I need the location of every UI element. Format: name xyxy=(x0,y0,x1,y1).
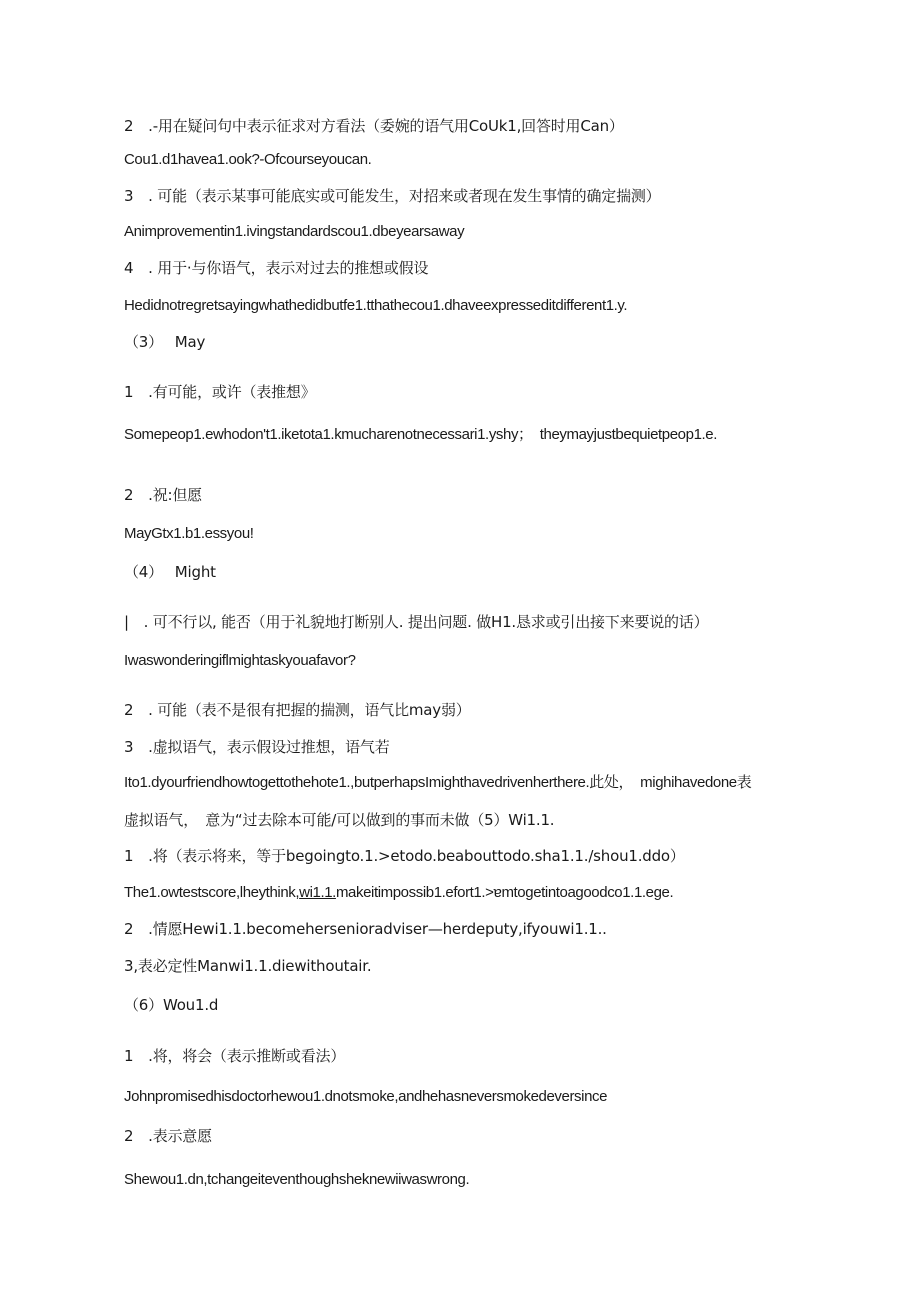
list-item: | . 可不行以, 能否（用于礼貌地打断别人. 提出问题. 做H1.恳求或引出接下来要说的话） xyxy=(124,613,709,631)
example-sentence: Animprovementin1.ivingstandardscou1.dbeyearsaway xyxy=(124,223,465,240)
example-sentence: Somepeop1.ewhodon't1.iketota1.kmucharenotnecessari1.yshy； theymayjustbequietpeop1.e. xyxy=(124,426,717,443)
section-heading: （3） May xyxy=(124,333,206,351)
section-heading: （4） Might xyxy=(124,563,216,581)
sentence-part: The1.owtestscore,lheythink, xyxy=(124,884,300,901)
example-sentence: Hedidnotregretsayingwhathedidbutfe1.tthathecou1.dhaveexpresseditdifferent1.y. xyxy=(124,297,628,314)
example-sentence: Ito1.dyourfriendhowtogettothehote1.,butperhapsImighthavedrivenherthere.此处， mighihavedone表 xyxy=(124,774,752,791)
list-item: 1 .将，将会（表示推断或看法） xyxy=(124,1047,346,1065)
section-heading: （6）Wou1.d xyxy=(124,996,219,1014)
list-item: 3,表必定性Manwi1.1.diewithoutair. xyxy=(124,957,372,975)
example-sentence: MayGtx1.b1.essyou! xyxy=(124,525,254,542)
list-item: 2 . 可能（表不是很有把握的揣测，语气比may弱） xyxy=(124,701,471,719)
list-item: 1 .有可能，或许（表推想》 xyxy=(124,383,316,401)
list-item: 2 .表示意愿 xyxy=(124,1127,212,1145)
list-item: 1 .将（表示将来，等于begoingto.1.>etodo.beabouttodo.sha1.1./shou1.ddo） xyxy=(124,847,685,865)
example-sentence: Cou1.d1havea1.ook?-Ofcourseyoucan. xyxy=(124,151,372,168)
example-sentence: Iwaswonderingiflmightaskyouafavor? xyxy=(124,652,356,669)
sentence-part: makeitimpossib1.efort1.>ɐmtogetintoagoodco1.1.ege. xyxy=(335,884,674,901)
list-item: 4 . 用于·与你语气，表示对过去的推想或假设 xyxy=(124,259,429,277)
underlined-word: wi1.1. xyxy=(299,884,336,901)
list-item: 2 .祝:但愿 xyxy=(124,486,202,504)
paragraph-continuation: 虚拟语气， 意为“过去除本可能/可以做到的事而未做（5）Wi1.1. xyxy=(124,811,555,829)
example-sentence: Shewou1.dn,tchangeiteventhoughsheknewiiwaswrong. xyxy=(124,1171,470,1188)
list-item: 2 .-用在疑问句中表示征求对方看法（委婉的语气用CoUk1,回答时用Can） xyxy=(124,117,624,135)
example-sentence: Johnpromisedhisdoctorhewou1.dnotsmoke,andhehasneversmokedeversince xyxy=(124,1088,608,1105)
list-item: 3 .虚拟语气，表示假设过推想，语气若 xyxy=(124,738,390,756)
example-sentence xyxy=(124,883,673,903)
list-item: 3 . 可能（表示某事可能底实或可能发生，对招来或者现在发生事情的确定揣测） xyxy=(124,187,661,205)
list-item: 2 .情愿Hewi1.1.becomehersenioradviser—herdeputy,ifyouwi1.1.. xyxy=(124,920,607,938)
